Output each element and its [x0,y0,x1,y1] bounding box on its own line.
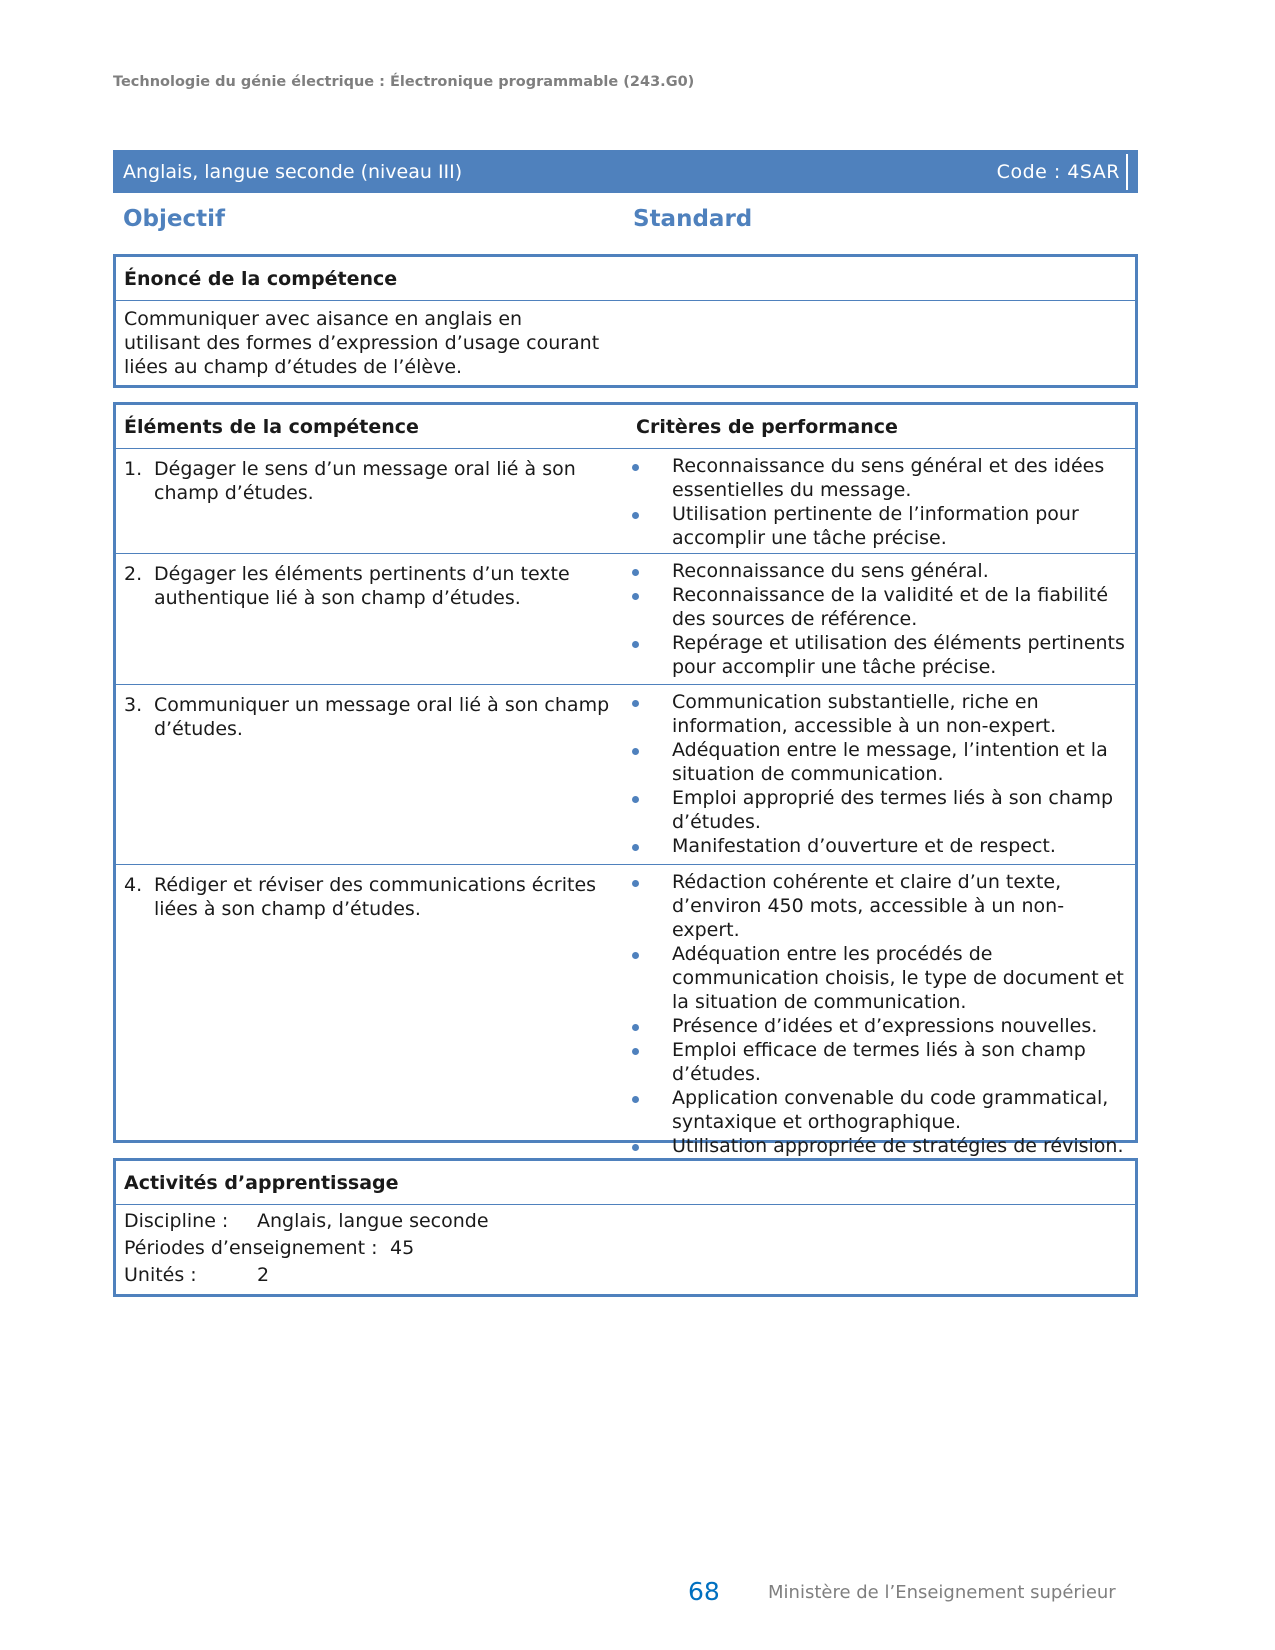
periodes-value: 45 [390,1237,415,1259]
element-text: Dégager le sens d’un message oral lié à son champ d’études. [154,458,576,504]
bullet-icon [628,1134,672,1158]
element-text: Dégager les éléments pertinents d’un texte authentique lié à son champ d’études. [154,563,570,609]
criterion-text: Communication substantielle, riche en information, accessible à un non-expert. [672,691,1057,737]
elements-table [113,402,1138,1157]
criterion-item [628,502,1127,550]
criterion-item [628,583,1127,631]
bullet-icon [628,786,672,834]
enonce-text: Communiquer avec aisance en anglais en utilisant des formes d’expression d’usage courant liées au champ d’études de l’élève. [124,308,600,378]
unites-label: Unités : [124,1264,197,1286]
unites-line [124,1262,1127,1289]
criterion-text: Rédaction cohérente et claire d’un texte, d’environ 450 mots, accessible à un non-expert. [672,871,1065,941]
bullet-icon [628,502,672,550]
activites-details [116,1205,1135,1292]
bullet-icon [628,631,672,679]
criterion-text: Reconnaissance du sens général et des idées essentielles du message. [672,455,1105,501]
criterion-text: Repérage et utilisation des éléments pertinents pour accomplir une tâche précise. [672,632,1125,678]
enonce-header [116,257,1135,301]
enonce-header-label: Énoncé de la compétence [124,268,398,290]
criterion-text: Adéquation entre le message, l’intention et la situation de communication. [672,739,1108,785]
bullet-icon [628,942,672,1014]
criterion-item [628,786,1127,834]
bullet-icon [628,559,672,583]
criterion-item [628,834,1127,858]
criterion-item [628,690,1127,738]
course-title: Anglais, langue seconde (niveau III) [123,160,463,183]
activites-header [116,1161,1135,1205]
course-code: Code : 4SAR [997,154,1128,190]
activites-header-label: Activités d’apprentissage [124,1172,399,1194]
running-head: Technologie du génie électrique : Électronique programmable (243.G0) [113,74,695,90]
objectif-label: Objectif [123,206,226,232]
element-cell [116,685,628,864]
element-number: 1. [124,458,143,480]
table-row [116,685,1135,865]
criteria-cell [628,865,1135,1157]
criterion-text: Utilisation pertinente de l’information pour accomplir une tâche précise. [672,503,1079,549]
discipline-line [124,1208,1127,1235]
element-cell [116,554,628,684]
page-number: 68 [688,1577,720,1606]
activites-box [113,1158,1138,1297]
element-text: Rédiger et réviser des communications écrites liées à son champ d’études. [154,874,597,920]
element-text: Communiquer un message oral lié à son champ d’études. [154,694,610,740]
table-row [116,449,1135,554]
criterion-item [628,1086,1127,1134]
criterion-text: Manifestation d’ouverture et de respect. [672,835,1056,857]
section-labels [123,206,1133,238]
bullet-icon [628,738,672,786]
criterion-item [628,1038,1127,1086]
criterion-text: Emploi efficace de termes liés à son champ d’études. [672,1039,1086,1085]
criteria-cell [628,554,1135,684]
criterion-item [628,942,1127,1014]
criterion-item [628,870,1127,942]
elements-table-header [116,405,1135,449]
criterion-item [628,559,1127,583]
standard-label: Standard [633,206,753,232]
criterion-item [628,1134,1127,1158]
criterion-text: Utilisation appropriée de stratégies de révision. [672,1135,1124,1157]
criterion-item [628,454,1127,502]
elements-column-header: Éléments de la compétence [124,416,419,438]
criterion-text: Adéquation entre les procédés de communication choisis, le type de document et la situation de communication. [672,943,1124,1013]
bullet-icon [628,870,672,942]
criterion-text: Reconnaissance du sens général. [672,560,989,582]
bullet-icon [628,834,672,858]
discipline-value: Anglais, langue seconde [257,1210,489,1232]
table-row [116,865,1135,1157]
enonce-box [113,254,1138,388]
bullet-icon [628,1038,672,1086]
unites-value: 2 [257,1264,270,1286]
element-number: 3. [124,694,143,716]
criterion-text: Application convenable du code grammatical, syntaxique et orthographique. [672,1087,1109,1133]
course-title-bar [113,150,1138,193]
ministry-footer: Ministère de l’Enseignement supérieur [768,1582,1116,1603]
bullet-icon [628,690,672,738]
bullet-icon [628,1014,672,1038]
criteria-column-header: Critères de performance [636,416,898,438]
element-number: 2. [124,563,143,585]
criterion-text: Reconnaissance de la validité et de la fiabilité des sources de référence. [672,584,1109,630]
criterion-item [628,1014,1127,1038]
element-cell [116,865,628,1140]
element-number: 4. [124,874,143,896]
bullet-icon [628,454,672,502]
criterion-text: Emploi approprié des termes liés à son champ d’études. [672,787,1114,833]
periodes-line [124,1235,1127,1262]
bullet-icon [628,1086,672,1134]
criterion-item [628,631,1127,679]
discipline-label: Discipline : [124,1210,229,1232]
bullet-icon [628,583,672,631]
criterion-text: Présence d’idées et d’expressions nouvelles. [672,1015,1098,1037]
criterion-item [628,738,1127,786]
table-row [116,554,1135,685]
periodes-label: Périodes d’enseignement : [124,1237,378,1259]
criteria-cell [628,685,1135,864]
criteria-cell [628,449,1135,553]
element-cell [116,449,628,553]
